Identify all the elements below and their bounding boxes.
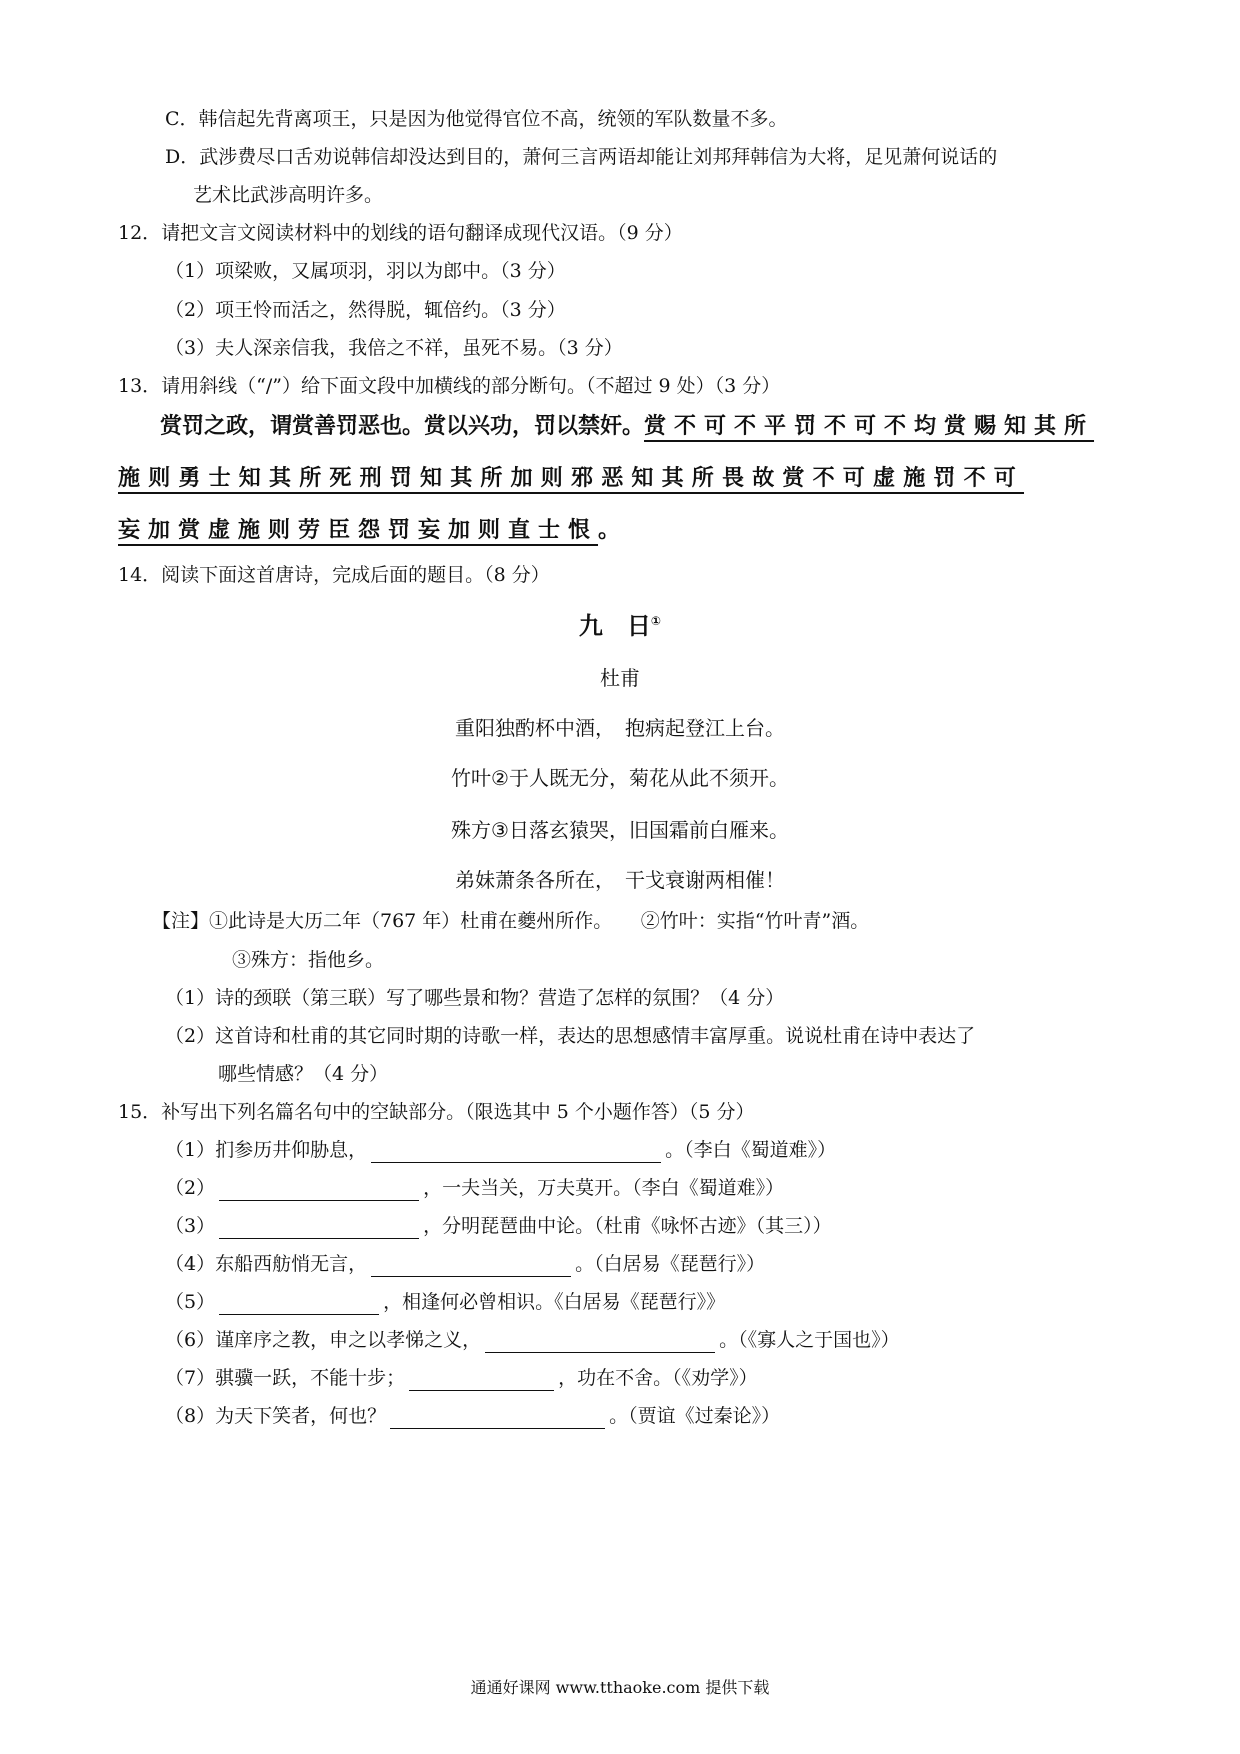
q15-item-post: 。（《寡人之于国也》） bbox=[719, 1329, 900, 1351]
q15-item-pre: 谨庠序之教，申之以孝悌之义， bbox=[215, 1329, 482, 1351]
poem-title-text: 九 日 bbox=[578, 612, 651, 640]
q15-item-post: 。（白居易《琵琶行》） bbox=[575, 1253, 766, 1275]
q13-passage-underlined-1: 赏不可不平罚不可不均赏赐知其所 bbox=[644, 414, 1095, 439]
q11-option-d-line1: D．武涉费尽口舌劝说韩信却没达到目的，萧何三言两语却能让刘邦拜韩信为大将，足见萧何说话的 bbox=[165, 146, 998, 168]
q15-item-2 bbox=[165, 1175, 784, 1201]
q13-stem: 13．请用斜线（“/”）给下面文段中加横线的部分断句。（不超过 9 处）（3 分） bbox=[118, 375, 781, 397]
q15-item-7 bbox=[165, 1365, 758, 1391]
q15-item-num: （8） bbox=[165, 1405, 216, 1427]
answer-blank[interactable] bbox=[409, 1370, 554, 1391]
q15-item-pre: 为天下笑者，何也？ bbox=[215, 1405, 387, 1427]
q12-item-2: （2）项王怜而活之，然得脱，辄倍约。（3 分） bbox=[165, 299, 566, 321]
poem-note-1: 【注】①此诗是大历二年（767 年）杜甫在夔州所作。 ②竹叶：实指“竹叶青”酒。 bbox=[152, 910, 870, 932]
poem-title bbox=[0, 606, 1240, 641]
poem-title-note-mark: ① bbox=[650, 614, 662, 628]
answer-blank[interactable] bbox=[485, 1332, 715, 1353]
q15-item-num: （2） bbox=[165, 1177, 216, 1199]
poem-line-1: 重阳独酌杯中酒， 抱病起登江上台。 bbox=[455, 716, 785, 740]
q13-passage-line1 bbox=[160, 414, 1094, 440]
q15-item-post: 。（贾谊《过秦论》） bbox=[609, 1405, 781, 1427]
q12-stem: 12．请把文言文阅读材料中的划线的语句翻译成现代汉语。（9 分） bbox=[118, 222, 683, 244]
q15-item-4 bbox=[165, 1251, 765, 1277]
q13-passage-plain: 赏罚之政，谓赏善罚恶也。赏以兴功，罚以禁奸。 bbox=[160, 414, 645, 439]
q11-option-d-line2: 艺术比武涉高明许多。 bbox=[193, 184, 384, 206]
q15-item-num: （4） bbox=[165, 1253, 216, 1275]
q15-item-post: ，功在不舍。（《劝学》） bbox=[558, 1367, 758, 1389]
q15-stem: 15．补写出下列名篇名句中的空缺部分。（限选其中 5 个小题作答）（5 分） bbox=[118, 1101, 755, 1123]
poem-line-4: 弟妹萧条各所在， 干戈衰谢两相催！ bbox=[455, 868, 785, 892]
q14-sub-2-line2: 哪些情感？（4 分） bbox=[218, 1063, 389, 1085]
answer-blank[interactable] bbox=[371, 1256, 571, 1277]
q15-item-post: ，分明琵琶曲中论。（杜甫《咏怀古迹》（其三）） bbox=[423, 1215, 832, 1237]
q15-item-num: （3） bbox=[165, 1215, 216, 1237]
poem-author: 杜甫 bbox=[600, 666, 640, 690]
q13-passage-underlined-2: 施则勇士知其所死刑罚知其所加则邪恶知其所畏故赏不可虚施罚不可 bbox=[118, 466, 1025, 491]
page-footer: 通通好课网 www.tthaoke.com 提供下载 bbox=[470, 1678, 770, 1697]
q14-sub-1: （1）诗的颈联（第三联）写了哪些景和物？营造了怎样的氛围？（4 分） bbox=[165, 987, 785, 1009]
q13-passage-underlined-3: 妄加赏虚施则劳臣怨罚妄加则直士恨 bbox=[118, 518, 599, 543]
q15-item-post: 。（李白《蜀道难》） bbox=[665, 1139, 837, 1161]
answer-blank[interactable] bbox=[390, 1408, 605, 1429]
q14-stem: 14．阅读下面这首唐诗，完成后面的题目。（8 分） bbox=[118, 564, 550, 586]
q13-passage-end: 。 bbox=[598, 518, 621, 543]
answer-blank[interactable] bbox=[219, 1218, 419, 1239]
q15-item-8 bbox=[165, 1403, 780, 1429]
q15-item-num: （5） bbox=[165, 1291, 216, 1313]
q15-item-num: （1） bbox=[165, 1139, 216, 1161]
answer-blank[interactable] bbox=[219, 1294, 379, 1315]
q15-item-5 bbox=[165, 1289, 725, 1315]
q15-item-3 bbox=[165, 1213, 832, 1239]
q15-item-num: （6） bbox=[165, 1329, 216, 1351]
q15-item-1 bbox=[165, 1137, 836, 1163]
q14-sub-2-line1: （2）这首诗和杜甫的其它同时期的诗歌一样，表达的思想感情丰富厚重。说说杜甫在诗中表达了 bbox=[165, 1025, 976, 1047]
q12-item-1: （1）项梁败，又属项羽，羽以为郎中。（3 分） bbox=[165, 260, 566, 282]
q15-item-pre: 骐骥一跃，不能十步； bbox=[215, 1367, 406, 1389]
q12-item-3: （3）夫人深亲信我，我倍之不祥，虽死不易。（3 分） bbox=[165, 337, 623, 359]
poem-line-3: 殊方③日落玄猿哭，旧国霜前白雁来。 bbox=[451, 818, 789, 842]
poem-note-2: ③殊方：指他乡。 bbox=[232, 949, 385, 971]
q15-item-num: （7） bbox=[165, 1367, 216, 1389]
q13-passage-line2 bbox=[118, 466, 1024, 492]
q15-item-post: ，一夫当关，万夫莫开。（李白《蜀道难》） bbox=[423, 1177, 785, 1199]
q13-passage-line3 bbox=[118, 518, 620, 544]
answer-blank[interactable] bbox=[219, 1180, 419, 1201]
q15-item-pre: 扪参历井仰胁息， bbox=[215, 1139, 368, 1161]
q15-item-6 bbox=[165, 1327, 900, 1353]
q15-item-pre: 东船西舫悄无言， bbox=[215, 1253, 368, 1275]
q11-option-c: C．韩信起先背离项王，只是因为他觉得官位不高，统领的军队数量不多。 bbox=[165, 108, 788, 130]
q15-item-post: ，相逢何必曾相识。《白居易《琵琶行》》 bbox=[383, 1291, 726, 1313]
answer-blank[interactable] bbox=[371, 1142, 661, 1163]
poem-line-2: 竹叶②于人既无分，菊花从此不须开。 bbox=[451, 766, 789, 790]
